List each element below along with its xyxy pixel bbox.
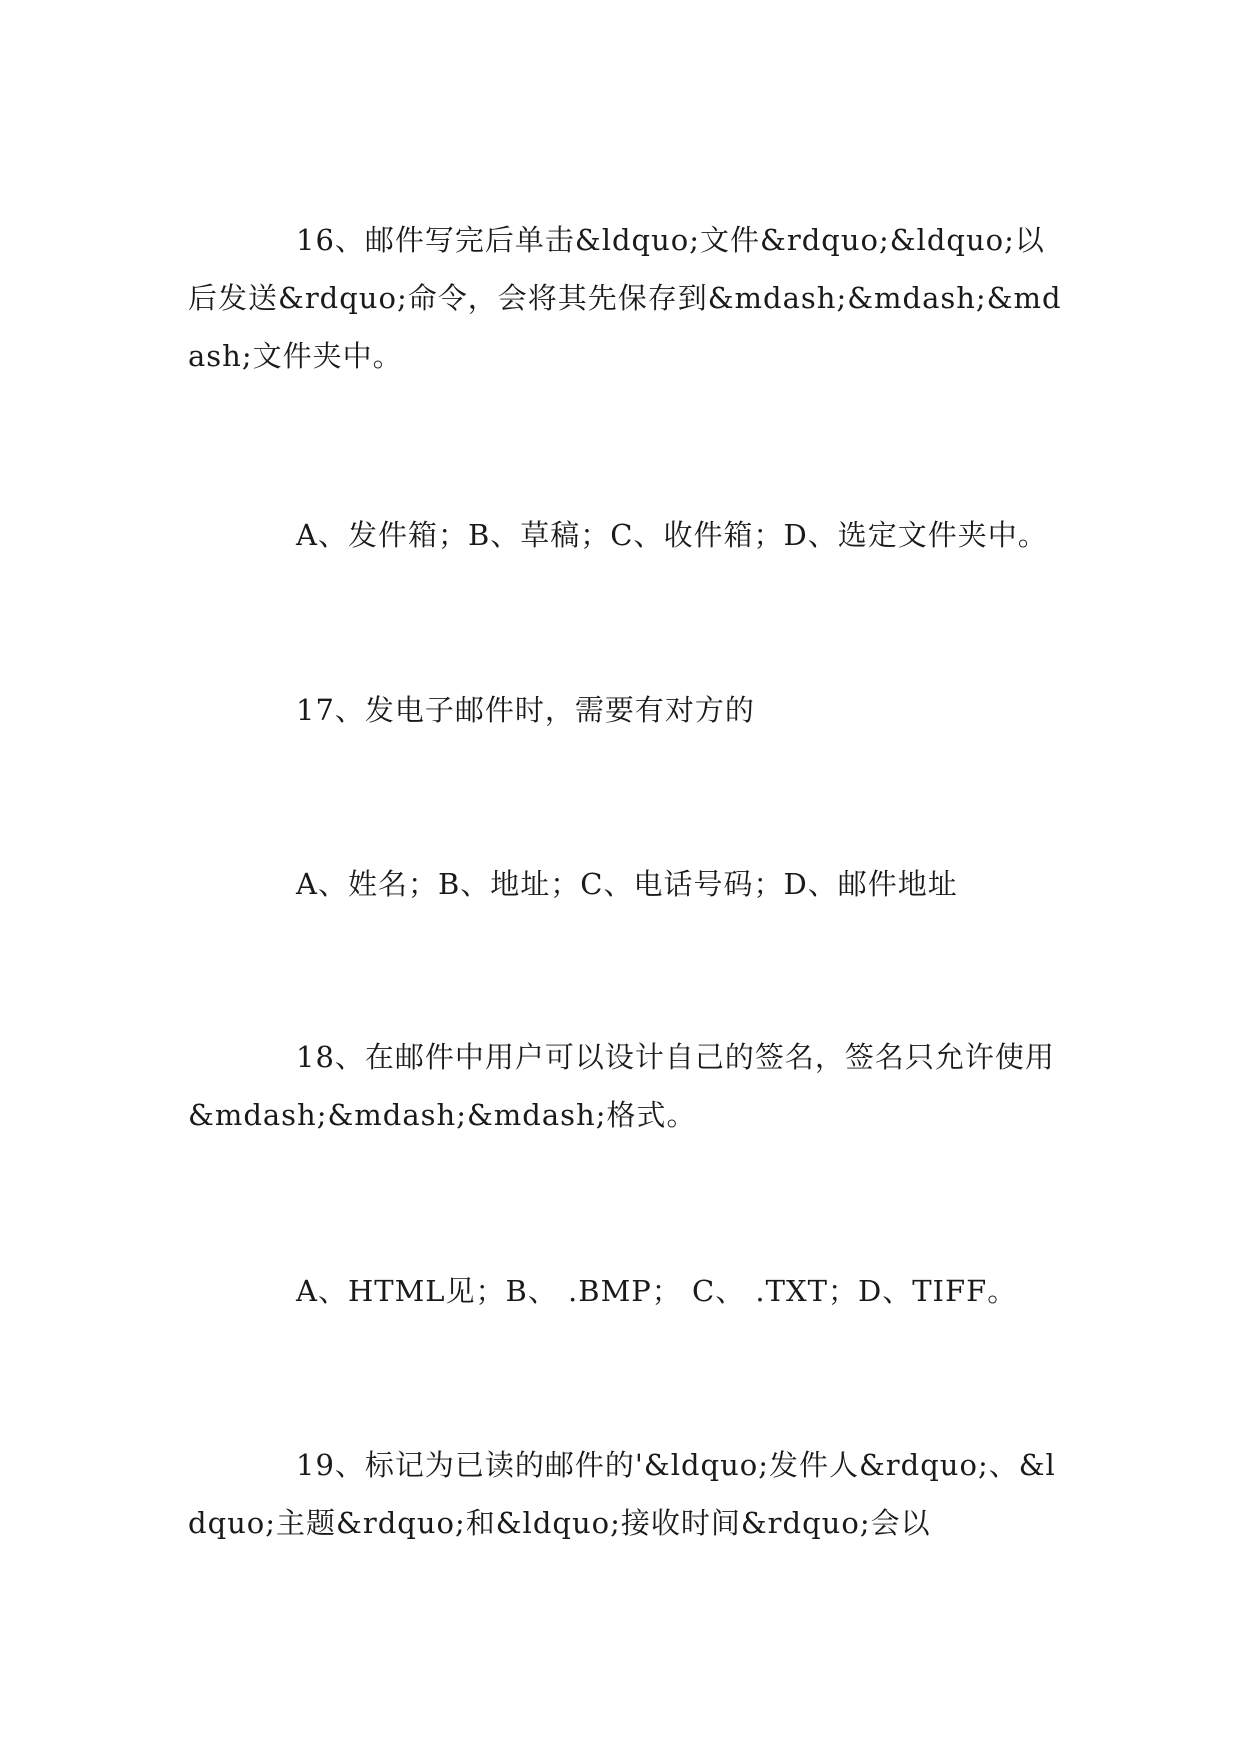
question-16-options: A、发件箱；B、草稿；C、收件箱；D、选定文件夹中。 (296, 518, 1048, 552)
question-16: 16、邮件写完后单击&ldquo;文件&rdquo;&ldquo;以后发送&rdquo;命令，会将其先保存到&mdash;&mdash;&mdash;文件夹中。 (188, 223, 1062, 373)
question-19: 19、标记为已读的邮件的'&ldquo;发件人&rdquo;、&ldquo;主题&rdquo;和&ldquo;接收时间&rdquo;会以 (188, 1448, 1056, 1540)
question-18-options: A、HTML见；B、 .BMP； C、 .TXT；D、TIFF。 (296, 1274, 1018, 1308)
question-17-options: A、姓名；B、地址；C、电话号码；D、邮件地址 (296, 867, 958, 901)
question-18: 18、在邮件中用户可以设计自己的签名，签名只允许使用&mdash;&mdash;&mdash;格式。 (188, 1040, 1055, 1132)
question-17: 17、发电子邮件时，需要有对方的 (296, 693, 755, 727)
